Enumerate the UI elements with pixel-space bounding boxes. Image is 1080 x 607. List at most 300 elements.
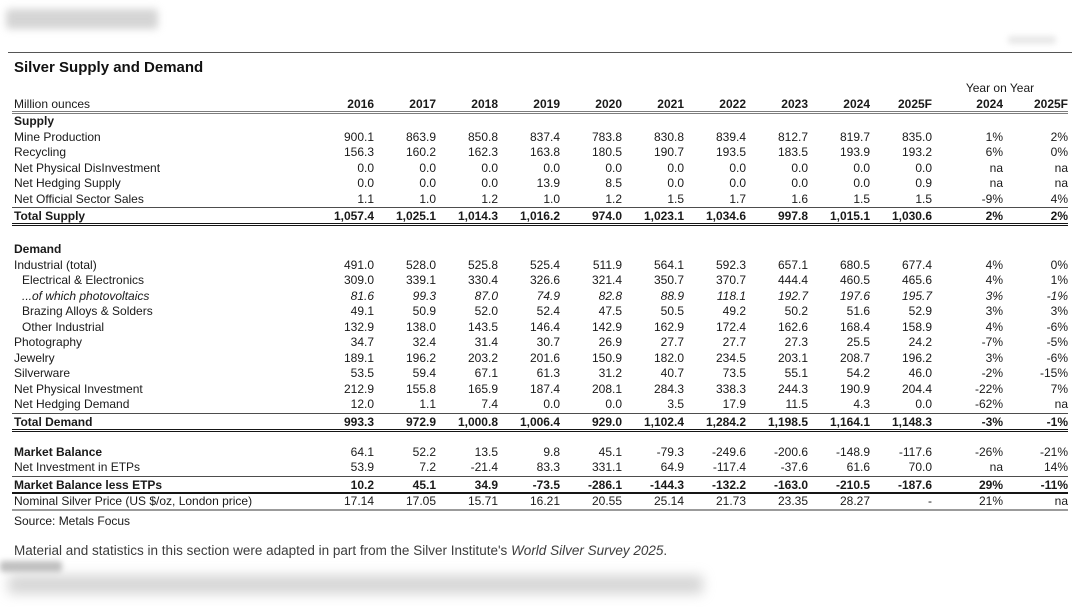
cell: 528.0 [405, 257, 436, 272]
row-label: Mine Production [14, 129, 101, 144]
cell: 11.5 [785, 397, 808, 411]
cell: -79.3 [656, 444, 684, 459]
yoy-column-header: 2024 [976, 97, 1003, 111]
cell: 1,023.1 [643, 209, 684, 223]
table-row [12, 273, 1068, 289]
yoy-cell: na [989, 460, 1003, 474]
cell: 0.0 [853, 160, 870, 175]
cell: 49.1 [350, 304, 374, 318]
yoy-cell: -6% [1046, 350, 1068, 365]
table-row [12, 351, 1068, 367]
cell: 34.7 [350, 335, 374, 349]
cell: 13.9 [536, 176, 560, 190]
row-label: Net Physical DisInvestment [14, 160, 161, 175]
cell: -148.9 [835, 444, 870, 459]
yoy-column-header: 2025F [1033, 97, 1068, 111]
cell: 511.9 [592, 257, 622, 272]
table-row [12, 161, 1068, 177]
cell: 350.7 [653, 273, 684, 287]
cell: 24.2 [908, 335, 932, 349]
cell: 564.1 [653, 257, 684, 272]
yoy-cell: -6% [1046, 319, 1068, 334]
cell: 339.1 [405, 273, 436, 287]
yoy-cell: -3% [981, 414, 1003, 429]
table-row [12, 207, 1068, 226]
table-spacer [12, 226, 1068, 242]
yoy-cell: 4% [985, 273, 1003, 287]
cell: 61.6 [846, 460, 870, 474]
cell: -163.0 [773, 477, 808, 492]
yoy-cell: 4% [985, 257, 1003, 272]
cell: 55.1 [784, 366, 808, 380]
cell: -210.5 [835, 477, 870, 492]
cell: 70.0 [908, 460, 932, 474]
cell: 0.0 [791, 160, 808, 175]
cell: 1,016.2 [519, 209, 560, 223]
cell: 234.5 [715, 350, 746, 365]
yoy-cell: -11% [1040, 477, 1068, 492]
row-label: Industrial (total) [14, 257, 97, 272]
cell: 146.4 [529, 319, 560, 334]
cell: -286.1 [587, 477, 622, 492]
cell: 0.0 [419, 176, 436, 190]
cell: 46.0 [908, 366, 932, 380]
cell: 0.0 [915, 397, 932, 411]
year-column-header: 2024 [843, 97, 870, 111]
row-label: Net Investment in ETPs [14, 460, 141, 474]
row-label: Net Hedging Demand [14, 397, 130, 411]
cell: 193.2 [901, 145, 932, 159]
cell: 0.9 [915, 176, 932, 190]
table-row [12, 476, 1068, 494]
year-column-header: 2022 [719, 97, 746, 111]
cell: 162.3 [467, 145, 498, 159]
cell: 331.1 [591, 460, 622, 474]
year-column-header: 2019 [533, 97, 560, 111]
row-label: Market Balance [14, 444, 103, 459]
year-column-header: 2016 [347, 97, 374, 111]
cell: 284.3 [653, 381, 684, 396]
yoy-cell: 2% [985, 209, 1003, 223]
cell: 193.5 [715, 145, 746, 159]
yoy-cell: -21% [1039, 444, 1068, 459]
cell: 23.35 [777, 493, 808, 508]
cell: 1,014.3 [457, 209, 498, 223]
yoy-cell: 14% [1043, 460, 1068, 474]
yoy-cell: -5% [1046, 335, 1068, 349]
cell: -249.6 [711, 444, 746, 459]
cell: 1,030.6 [891, 209, 932, 223]
cell: 1,164.1 [829, 414, 870, 429]
cell: 1,025.1 [395, 209, 436, 223]
yoy-cell: na [1054, 176, 1068, 190]
cell: 208.7 [839, 350, 870, 365]
cell: 52.9 [908, 304, 932, 318]
cell: 138.0 [405, 319, 436, 334]
cell: 25.5 [846, 335, 870, 349]
cell: 0.0 [853, 176, 870, 190]
cell: 28.27 [839, 493, 870, 508]
cell: 444.4 [777, 273, 808, 287]
silver-supply-demand-section [8, 52, 1072, 560]
cell: 525.8 [467, 257, 498, 272]
cell: 25.14 [653, 493, 684, 508]
yoy-cell: na [989, 160, 1003, 175]
cell: 1,000.8 [457, 414, 498, 429]
cell: 49.2 [722, 304, 746, 318]
redacted-fragment [1008, 36, 1056, 44]
cell: 212.9 [343, 381, 374, 396]
year-on-year-label: Year on Year [965, 81, 1035, 95]
cell: -117.4 [712, 460, 746, 474]
yoy-cell: 3% [985, 350, 1003, 365]
cell: 460.5 [839, 273, 870, 287]
cell: 53.9 [350, 460, 374, 474]
cell: 0.0 [605, 397, 622, 411]
yoy-cell: 1% [1050, 273, 1068, 287]
cell: 54.2 [846, 366, 870, 380]
cell: 45.1 [412, 477, 436, 492]
cell: 59.4 [412, 366, 436, 380]
cell: 863.9 [405, 129, 436, 144]
row-label: Net Physical Investment [14, 381, 143, 396]
cell: 850.8 [467, 129, 498, 144]
table-row [12, 382, 1068, 398]
yoy-cell: 1% [985, 129, 1003, 144]
yoy-cell: -7% [981, 335, 1003, 349]
cell: 27.7 [722, 335, 746, 349]
cell: -117.6 [898, 444, 932, 459]
cell: 1,148.3 [891, 414, 932, 429]
yoy-cell: -1% [1046, 414, 1068, 429]
cell: 1,102.4 [643, 414, 684, 429]
cell: 370.7 [715, 273, 746, 287]
row-label: Net Hedging Supply [14, 176, 121, 190]
cell: 592.3 [715, 257, 746, 272]
yoy-header-row [12, 81, 1068, 96]
row-label: Recycling [14, 145, 67, 159]
cell: 32.4 [412, 335, 436, 349]
cell: 13.5 [474, 444, 498, 459]
cell: 819.7 [839, 129, 870, 144]
year-column-header: 2021 [657, 97, 684, 111]
cell: 17.9 [722, 397, 746, 411]
cell: 330.4 [467, 273, 498, 287]
table-row [12, 130, 1068, 146]
cell: 1.1 [357, 191, 374, 206]
footnote-period: . [663, 543, 668, 558]
cell: 172.4 [715, 319, 746, 334]
yoy-cell: 0% [1050, 257, 1068, 272]
yoy-cell: -26% [974, 444, 1003, 459]
row-label: Supply [14, 114, 55, 128]
cell: 165.9 [467, 381, 498, 396]
table-row [12, 320, 1068, 336]
cell: 118.1 [716, 288, 746, 303]
yoy-cell: na [1054, 493, 1068, 508]
cell: 187.4 [529, 381, 560, 396]
cell: 50.2 [784, 304, 808, 318]
row-label: Jewelry [14, 350, 55, 365]
yoy-cell: 4% [1050, 191, 1068, 206]
cell: 67.1 [474, 366, 498, 380]
cell: 0.0 [481, 160, 498, 175]
yoy-cell: 2% [1050, 129, 1068, 144]
cell: 31.2 [598, 366, 622, 380]
year-column-header: 2023 [781, 97, 808, 111]
yoy-cell: 4% [985, 319, 1003, 334]
cell: 183.5 [777, 145, 808, 159]
section-title: Silver Supply and Demand [14, 59, 204, 76]
cell: 1.2 [605, 191, 622, 206]
unit-label: Million ounces [14, 97, 91, 111]
cell: 835.0 [901, 129, 932, 144]
cell: 74.9 [536, 288, 560, 303]
cell: 1,284.2 [705, 414, 746, 429]
cell: 50.5 [660, 304, 684, 318]
cell: 30.7 [536, 335, 560, 349]
yoy-cell: -9% [981, 191, 1003, 206]
cell: 53.5 [350, 366, 374, 380]
cell: 1.6 [791, 191, 808, 206]
cell: 73.5 [722, 366, 746, 380]
row-label: Photography [14, 335, 83, 349]
table-row [12, 335, 1068, 351]
cell: 142.9 [591, 319, 622, 334]
yoy-cell: -22% [974, 381, 1003, 396]
cell: 837.4 [529, 129, 560, 144]
cell: 1,015.1 [829, 209, 870, 223]
cell: 9.8 [543, 444, 560, 459]
year-column-header: 2018 [471, 97, 498, 111]
cell: 47.5 [598, 304, 622, 318]
table-row [12, 114, 1068, 130]
cell: 61.3 [536, 366, 560, 380]
row-label: Silverware [14, 366, 71, 380]
cell: 20.55 [591, 493, 622, 508]
yoy-cell: na [1054, 160, 1068, 175]
cell: 0.0 [791, 176, 808, 190]
table-row [12, 289, 1068, 305]
cell: -144.3 [649, 477, 684, 492]
cell: 321.4 [591, 273, 622, 287]
cell: 52.4 [536, 304, 560, 318]
cell: 196.2 [405, 350, 436, 365]
row-label: Other Industrial [22, 319, 105, 334]
cell: 244.3 [777, 381, 808, 396]
cell: -187.6 [897, 477, 932, 492]
cell: 0.0 [667, 160, 684, 175]
cell: 900.1 [343, 129, 374, 144]
row-label: Total Supply [14, 209, 86, 223]
cell: 204.4 [901, 381, 932, 396]
row-label: Electrical & Electronics [22, 273, 145, 287]
cell: 34.9 [474, 477, 498, 492]
cell: 26.9 [598, 335, 622, 349]
cell: 82.8 [598, 288, 622, 303]
cell: 3.5 [667, 397, 684, 411]
cell: 0.0 [605, 160, 622, 175]
cell: 997.8 [777, 209, 808, 223]
cell: 0.0 [543, 397, 560, 411]
cell: 1,057.4 [333, 209, 374, 223]
cell: 0.0 [667, 176, 684, 190]
cell: 17.14 [343, 493, 374, 508]
table-row [12, 397, 1068, 413]
cell: 491.0 [343, 257, 374, 272]
table-header-row [12, 96, 1068, 114]
cell: 0.0 [729, 176, 746, 190]
yoy-cell: -2% [981, 366, 1003, 380]
yoy-cell: 21% [978, 493, 1003, 508]
cell: 1.5 [915, 191, 932, 206]
table-row [12, 192, 1068, 208]
cell: 182.0 [653, 350, 684, 365]
cell: 830.8 [653, 129, 684, 144]
cell: 309.0 [343, 273, 374, 287]
cell: 993.3 [343, 414, 374, 429]
cell: 27.7 [660, 335, 684, 349]
yoy-cell: 3% [1050, 304, 1068, 318]
cell: 190.9 [839, 381, 870, 396]
cell: 203.2 [467, 350, 498, 365]
cell: 162.6 [777, 319, 808, 334]
cell: 31.4 [474, 335, 498, 349]
year-column-header: 2025F [897, 97, 932, 111]
cell: 51.6 [846, 304, 870, 318]
cell: 160.2 [405, 145, 436, 159]
row-label: Brazing Alloys & Solders [22, 304, 153, 318]
cell: 197.6 [839, 288, 870, 303]
cell: 15.71 [467, 493, 498, 508]
cell: 0.0 [419, 160, 436, 175]
cell: 1.0 [543, 191, 560, 206]
cell: 0.0 [481, 176, 498, 190]
cell: 4.3 [853, 397, 870, 411]
cell: 12.0 [350, 397, 374, 411]
yoy-cell: -62% [974, 397, 1003, 411]
cell: 52.0 [474, 304, 498, 318]
cell: 132.9 [343, 319, 374, 334]
cell: -132.2 [711, 477, 746, 492]
row-label: Net Official Sector Sales [14, 191, 144, 206]
cell: 929.0 [591, 414, 622, 429]
year-column-header: 2020 [595, 97, 622, 111]
cell: 193.9 [839, 145, 870, 159]
cell: 1.5 [853, 191, 870, 206]
cell: 10.2 [350, 477, 374, 492]
year-column-header: 2017 [409, 97, 436, 111]
cell: -200.6 [773, 444, 808, 459]
yoy-cell: 2% [1050, 209, 1068, 223]
cell: 783.8 [591, 129, 622, 144]
cell: 8.5 [605, 176, 622, 190]
cell: 326.6 [529, 273, 560, 287]
row-label: ...of which photovoltaics [22, 288, 150, 303]
cell: 155.8 [405, 381, 436, 396]
cell: 27.3 [784, 335, 808, 349]
cell: 64.1 [350, 444, 374, 459]
yoy-cell: -15% [1039, 366, 1068, 380]
table-row [12, 242, 1068, 258]
table-row [12, 460, 1068, 476]
cell: -37.6 [780, 460, 808, 474]
cell: 143.5 [467, 319, 498, 334]
cell: 525.4 [529, 257, 560, 272]
cell: 87.0 [474, 288, 498, 303]
cell: 680.5 [839, 257, 870, 272]
cell: 180.5 [591, 145, 622, 159]
cell: 196.2 [901, 350, 932, 365]
cell: 0.0 [357, 176, 374, 190]
cell: 40.7 [660, 366, 684, 380]
cell: 16.21 [529, 493, 560, 508]
cell: 81.6 [350, 288, 374, 303]
footnote-publication: World Silver Survey 2025 [511, 543, 664, 558]
cell: 45.1 [598, 444, 622, 459]
yoy-cell: 6% [985, 145, 1003, 159]
cell: 162.9 [653, 319, 684, 334]
cell: 189.1 [343, 350, 374, 365]
table-row [12, 366, 1068, 382]
cell: 190.7 [653, 145, 684, 159]
cell: 99.3 [412, 288, 436, 303]
cell: 0.0 [915, 160, 932, 175]
cell: -21.4 [470, 460, 498, 474]
cell: 338.3 [715, 381, 746, 396]
cell: 0.0 [543, 160, 560, 175]
yoy-cell: na [1054, 397, 1068, 411]
cell: 52.2 [412, 444, 436, 459]
cell: 50.9 [412, 304, 436, 318]
cell: 1.2 [481, 191, 498, 206]
cell: 21.73 [715, 493, 746, 508]
cell: 156.3 [343, 145, 374, 159]
yoy-cell: 29% [978, 477, 1003, 492]
cell: 7.2 [419, 460, 436, 474]
cell: 974.0 [591, 209, 622, 223]
row-label: Demand [14, 242, 62, 256]
cell: 168.4 [839, 319, 870, 334]
cell: -73.5 [532, 477, 560, 492]
cell: 192.7 [777, 288, 808, 303]
yoy-cell: 3% [985, 288, 1003, 303]
cell: 812.7 [777, 129, 808, 144]
yoy-cell: 0% [1050, 145, 1068, 159]
cell: 1,198.5 [767, 414, 808, 429]
cell: 208.1 [591, 381, 622, 396]
table-row [12, 145, 1068, 161]
table-row [12, 413, 1068, 432]
cell: 88.9 [660, 288, 684, 303]
supply-demand-table [12, 81, 1068, 511]
cell: 83.3 [536, 460, 560, 474]
cell: 17.05 [405, 493, 436, 508]
source-note: Source: Metals Focus [14, 514, 131, 528]
cell: 1.7 [729, 191, 746, 206]
cell: 64.9 [660, 460, 684, 474]
table-spacer [12, 432, 1068, 445]
table-row [12, 258, 1068, 274]
row-label: Nominal Silver Price (US $/oz, London price) [14, 493, 253, 508]
cell: 1,006.4 [519, 414, 560, 429]
row-label: Total Demand [14, 414, 93, 429]
cell: 203.1 [777, 350, 808, 365]
cell: 677.4 [901, 257, 932, 272]
cell: 150.9 [591, 350, 622, 365]
cell: 163.8 [529, 145, 560, 159]
cell: 1.5 [667, 191, 684, 206]
